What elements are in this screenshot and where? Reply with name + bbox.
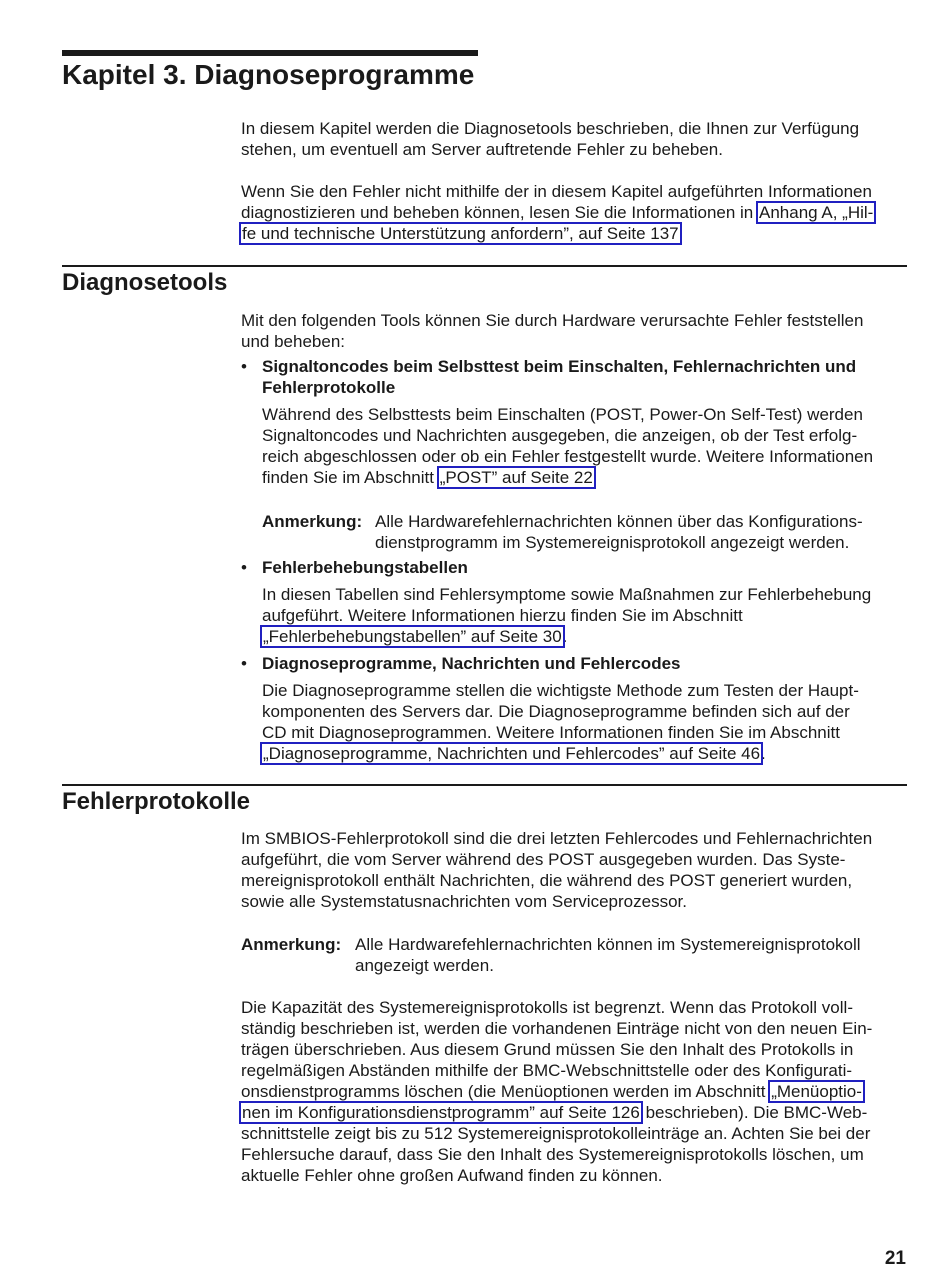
text-line: angezeigt werden.	[355, 956, 494, 975]
text-line: CD mit Diagnoseprogrammen. Weitere Informationen finden Sie im Abschnitt	[262, 723, 840, 742]
text-line: ständig beschrieben ist, werden die vorhandenen Einträge nicht von den neuen Ein-	[241, 1019, 873, 1038]
appendix-a-link-part1[interactable]: Anhang A, „Hil-	[759, 203, 874, 222]
section-rule	[62, 784, 907, 786]
chapter-reference-paragraph	[241, 181, 911, 244]
item1-text	[262, 404, 912, 488]
text-line: Alle Hardwarefehlernachrichten können über das Konfigurations-	[375, 512, 863, 531]
bullet-symbol: •	[241, 357, 247, 376]
note-label: Anmerkung:	[262, 512, 363, 531]
text-line: Die Kapazität des Systemereignisprotokolls ist begrenzt. Wenn das Protokoll voll-	[241, 998, 853, 1017]
menueoptionen-link-part2[interactable]: nen im Konfigurationsdienstprogramm” auf Seite 126	[242, 1103, 640, 1122]
text-line: Fehlerprotokolle	[262, 378, 396, 397]
text-line: trägen überschrieben. Aus diesem Grund müssen Sie den Inhalt des Protokolls in	[241, 1040, 854, 1059]
fehlerprotokolle-note-text	[355, 934, 905, 976]
text-fragment: onsdienstprogramms löschen (die Menüoptionen werden im Abschnitt	[241, 1082, 766, 1101]
text-line: reich abgeschlossen oder ob ein Fehler festgestellt wurde. Weitere Informationen	[262, 447, 874, 466]
text-line: Fehlersuche darauf, dass Sie den Inhalt des Systemereignisprotokolls löschen, um	[241, 1145, 864, 1164]
text-line	[241, 223, 911, 244]
text-line	[241, 202, 911, 223]
text-line: Mit den folgenden Tools können Sie durch Hardware verursachte Fehler feststellen	[241, 311, 864, 330]
chapter-intro-paragraph	[241, 118, 911, 160]
text-line: mereignisprotokoll enthält Nachrichten, die während des POST generiert wurden,	[241, 871, 853, 890]
section-rule	[62, 265, 907, 267]
text-line: In diesem Kapitel werden die Diagnosetools beschrieben, die Ihnen zur Verfügung	[241, 119, 860, 138]
text-fragment: beschrieben). Die BMC-Web-	[640, 1103, 868, 1122]
fehlerprotokolle-paragraph2	[241, 997, 911, 1186]
item3-text	[262, 680, 912, 764]
text-line: Während des Selbsttests beim Einschalten (POST, Power-On Self-Test) werden	[262, 405, 863, 424]
fehlerbehebungstabellen-link[interactable]: „Fehlerbehebungstabellen” auf Seite 30	[263, 627, 562, 646]
text-line: Die Diagnoseprogramme stellen die wichtigste Methode zum Testen der Haupt-	[262, 681, 859, 700]
text-line: aufgeführt. Weitere Informationen hierzu finden Sie im Abschnitt	[262, 606, 743, 625]
text-fragment: .	[562, 627, 568, 646]
section-heading-diagnosetools: Diagnosetools	[62, 269, 228, 296]
text-line: dienstprogramm im Systemereignisprotokoll angezeigt werden.	[375, 533, 850, 552]
text-line: aufgeführt, die vom Server während des POST ausgegeben wurden. Das Syste-	[241, 850, 846, 869]
item1-heading	[262, 356, 856, 398]
text-line: stehen, um eventuell am Server auftretende Fehler zu beheben.	[241, 140, 723, 159]
item3-heading: Diagnoseprogramme, Nachrichten und Fehlercodes	[262, 654, 681, 673]
text-line: regelmäßigen Abständen mithilfe der BMC-Webschnittstelle oder des Konfigurati-	[241, 1061, 853, 1080]
diagnosetools-intro	[241, 310, 911, 352]
bullet-symbol: •	[241, 558, 247, 577]
chapter-title: Kapitel 3. Diagnoseprogramme	[62, 59, 475, 90]
note-label: Anmerkung:	[241, 935, 342, 954]
text-line: Im SMBIOS-Fehlerprotokoll sind die drei letzten Fehlercodes und Fehlernachrichten	[241, 829, 873, 848]
fehlerprotokolle-paragraph1	[241, 828, 911, 912]
text-line: Signaltoncodes beim Selbsttest beim Einschalten, Fehlernachrichten und	[262, 357, 857, 376]
text-fragment: .	[761, 744, 766, 763]
section-heading-fehlerprotokolle: Fehlerprotokolle	[62, 788, 251, 815]
text-line: aktuelle Fehler ohne großen Aufwand finden zu können.	[241, 1166, 663, 1185]
page-number: 21	[884, 1248, 906, 1269]
text-line: komponenten des Servers dar. Die Diagnoseprogramme befinden sich auf der	[262, 702, 850, 721]
text-line	[262, 467, 912, 488]
chapter-rule	[62, 50, 478, 56]
text-line	[241, 1102, 911, 1123]
text-line	[262, 626, 912, 647]
diagnoseprogramme-link[interactable]: „Diagnoseprogramme, Nachrichten und Fehlercodes” auf Seite 46	[263, 744, 761, 763]
text-fragment: finden Sie im Abschnitt	[262, 468, 434, 487]
text-line: Wenn Sie den Fehler nicht mithilfe der in diesem Kapitel aufgeführten Informationen	[241, 182, 872, 201]
text-fragment: diagnostizieren und beheben können, lesen Sie die Informationen in	[241, 203, 754, 222]
text-line: Signaltoncodes und Nachrichten ausgegeben, die anzeigen, ob der Test erfolg-	[262, 426, 858, 445]
menueoptionen-link-part1[interactable]: „Menüoptio-	[771, 1082, 862, 1101]
text-line: sowie alle Systemstatusnachrichten vom Serviceprozessor.	[241, 892, 687, 911]
text-line: In diesen Tabellen sind Fehlersymptome sowie Maßnahmen zur Fehlerbehebung	[262, 585, 872, 604]
text-line	[241, 1081, 911, 1102]
item2-heading: Fehlerbehebungstabellen	[262, 558, 468, 577]
appendix-a-link-part2[interactable]: fe und technische Unterstützung anfordern”, auf Seite 137	[242, 224, 679, 243]
text-line	[262, 743, 912, 764]
item1-note-text	[375, 511, 905, 553]
text-line: schnittstelle zeigt bis zu 512 Systemereignisprotokolleinträge an. Achten Sie bei der	[241, 1124, 871, 1143]
text-line: und beheben:	[241, 332, 345, 351]
post-link[interactable]: „POST” auf Seite 22	[439, 468, 593, 487]
item2-text	[262, 584, 912, 647]
text-line: Alle Hardwarefehlernachrichten können im Systemereignisprotokoll	[355, 935, 861, 954]
bullet-symbol: •	[241, 654, 247, 673]
